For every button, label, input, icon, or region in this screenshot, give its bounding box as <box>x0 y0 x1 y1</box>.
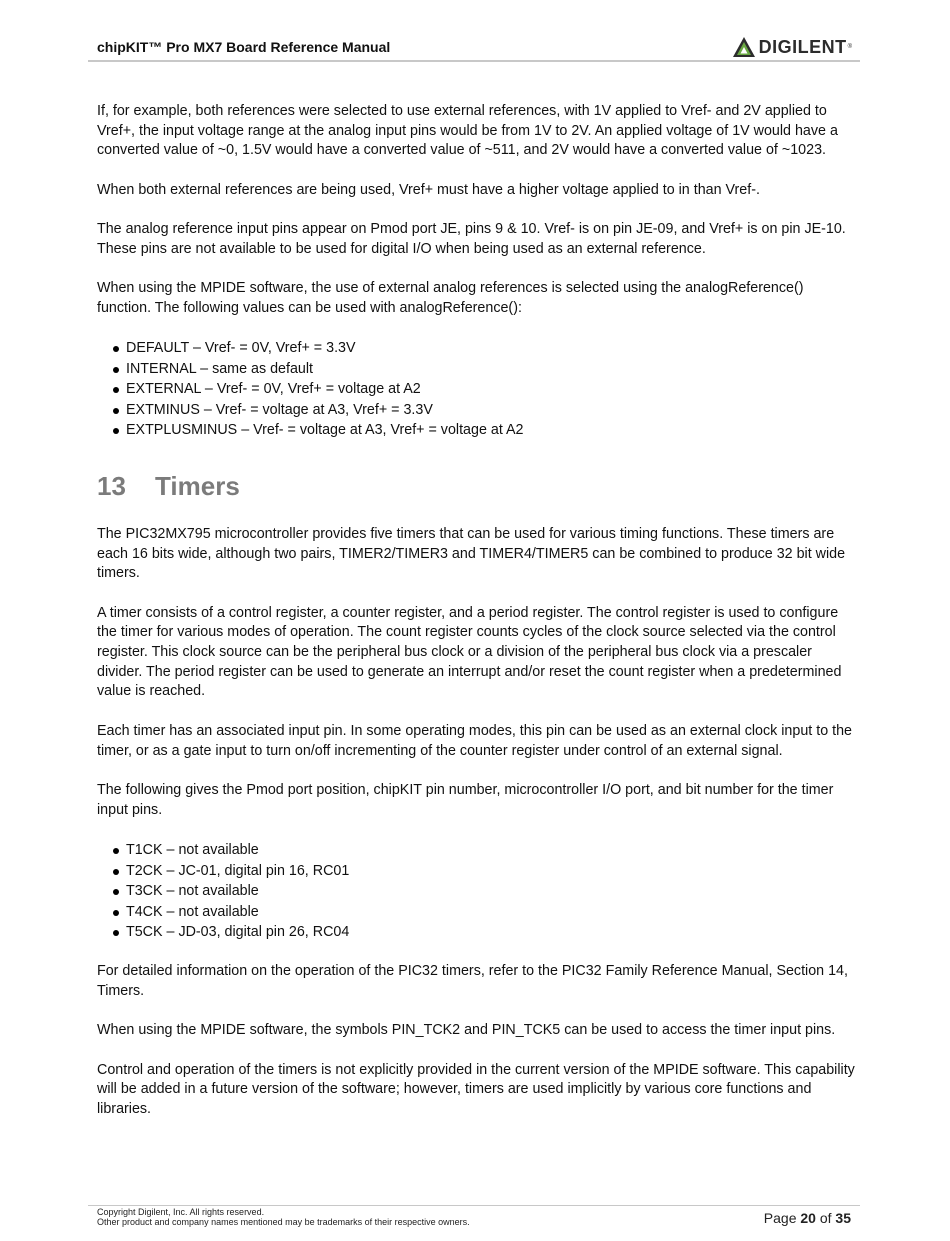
list-item: T3CK – not available <box>97 881 857 902</box>
section-number: 13 <box>97 470 126 501</box>
paragraph: The analog reference input pins appear on Pmod port JE, pins 9 & 10. Vref- is on pin JE-09, and Vref+ is on pin JE-10. These pins are not available to be used for digital I/O when being used as an external reference. <box>97 221 846 257</box>
paragraph: When using the MPIDE software, the use of external analog references is selected using the analogReference() function. The following values can be used with analogReference(): <box>97 280 804 316</box>
paragraph: The PIC32MX795 microcontroller provides five timers that can be used for various timing functions. These timers are each 16 bits wide, although two pairs, TIMER2/TIMER3 and TIMER4/TIMER5 can be combined to produce 32 bit wide timers. <box>97 525 846 582</box>
list-item: EXTMINUS – Vref- = voltage at A3, Vref+ = 3.3V <box>97 400 857 421</box>
logo-wordmark: DIGILENT <box>758 37 847 57</box>
paragraph: When both external references are being used, Vref+ must have a higher voltage applied to in than Vref-. <box>97 181 760 198</box>
list-item: INTERNAL – same as default <box>97 359 857 380</box>
list-item: T1CK – not available <box>97 840 857 861</box>
page-total: 35 <box>835 1210 851 1226</box>
page-number <box>764 1210 851 1226</box>
analog-reference-list <box>97 338 857 441</box>
trademark-text: Other product and company names mentioned may be trademarks of their respective owners. <box>97 1217 470 1227</box>
copyright-text: Copyright Digilent, Inc. All rights reserved. <box>97 1207 265 1217</box>
page-content <box>97 102 857 1140</box>
timer-pin-list <box>97 840 857 943</box>
page-header <box>88 30 860 62</box>
paragraph: When using the MPIDE software, the symbols PIN_TCK2 and PIN_TCK5 can be used to access the timer input pins. <box>97 1022 836 1039</box>
list-item: T4CK – not available <box>97 902 857 923</box>
paragraph: Each timer has an associated input pin. In some operating modes, this pin can be used as an external clock input to the timer, or as a gate input to turn on/off incrementing of the counter register under control of an external signal. <box>97 722 853 759</box>
document-title: chipKIT™ Pro MX7 Board Reference Manual <box>97 39 391 55</box>
header-divider <box>88 60 860 62</box>
digilent-logo-icon <box>732 36 756 58</box>
paragraph: If, for example, both references were selected to use external references, with 1V applied to Vref- and 2V applied to Vref+, the input voltage range at the analog input pins would be from 1V to 2V. An applied voltage of 1V would have a converted value of ~0, 1.5V would have a converted value of ~511, and 2V would have a converted value of ~1023. <box>97 103 838 159</box>
page-current: 20 <box>800 1210 816 1226</box>
paragraph: The following gives the Pmod port position, chipKIT pin number, microcontroller I/O port, and bit number for the timer input pins. <box>97 781 834 818</box>
list-item: EXTPLUSMINUS – Vref- = voltage at A3, Vref+ = voltage at A2 <box>97 420 857 441</box>
section-title: Timers <box>155 470 240 501</box>
paragraph: For detailed information on the operation of the PIC32 timers, refer to the PIC32 Family Reference Manual, Section 14, Timers. <box>97 963 848 999</box>
section-heading <box>97 471 857 501</box>
footer-legal <box>97 1207 470 1227</box>
logo-trademark: ® <box>847 44 852 50</box>
page-of-label: of <box>819 1210 832 1226</box>
paragraph: A timer consists of a control register, a counter register, and a period register. The control register is used to configure the timer for various modes of operation. The count register counts cycles of the clock source selected via the control register. This clock source can be the peripheral bus clock or a division of the peripheral bus clock via a prescaler divider. The period register can be used to generate an interrupt and/or reset the count register when a predetermined value is reached. <box>97 604 842 700</box>
paragraph: Control and operation of the timers is not explicitly provided in the current version of the MPIDE software. This capability will be added in a future version of the software; however, timers are used implicitly by various core functions and libraries. <box>97 1061 855 1118</box>
list-item: T5CK – JD-03, digital pin 26, RC04 <box>97 922 857 943</box>
list-item: T2CK – JC-01, digital pin 16, RC01 <box>97 861 857 882</box>
list-item: EXTERNAL – Vref- = 0V, Vref+ = voltage at A2 <box>97 379 857 400</box>
digilent-logo <box>732 35 852 59</box>
page-label: Page <box>763 1210 797 1226</box>
footer-divider <box>88 1205 860 1206</box>
list-item: DEFAULT – Vref- = 0V, Vref+ = 3.3V <box>97 338 857 359</box>
